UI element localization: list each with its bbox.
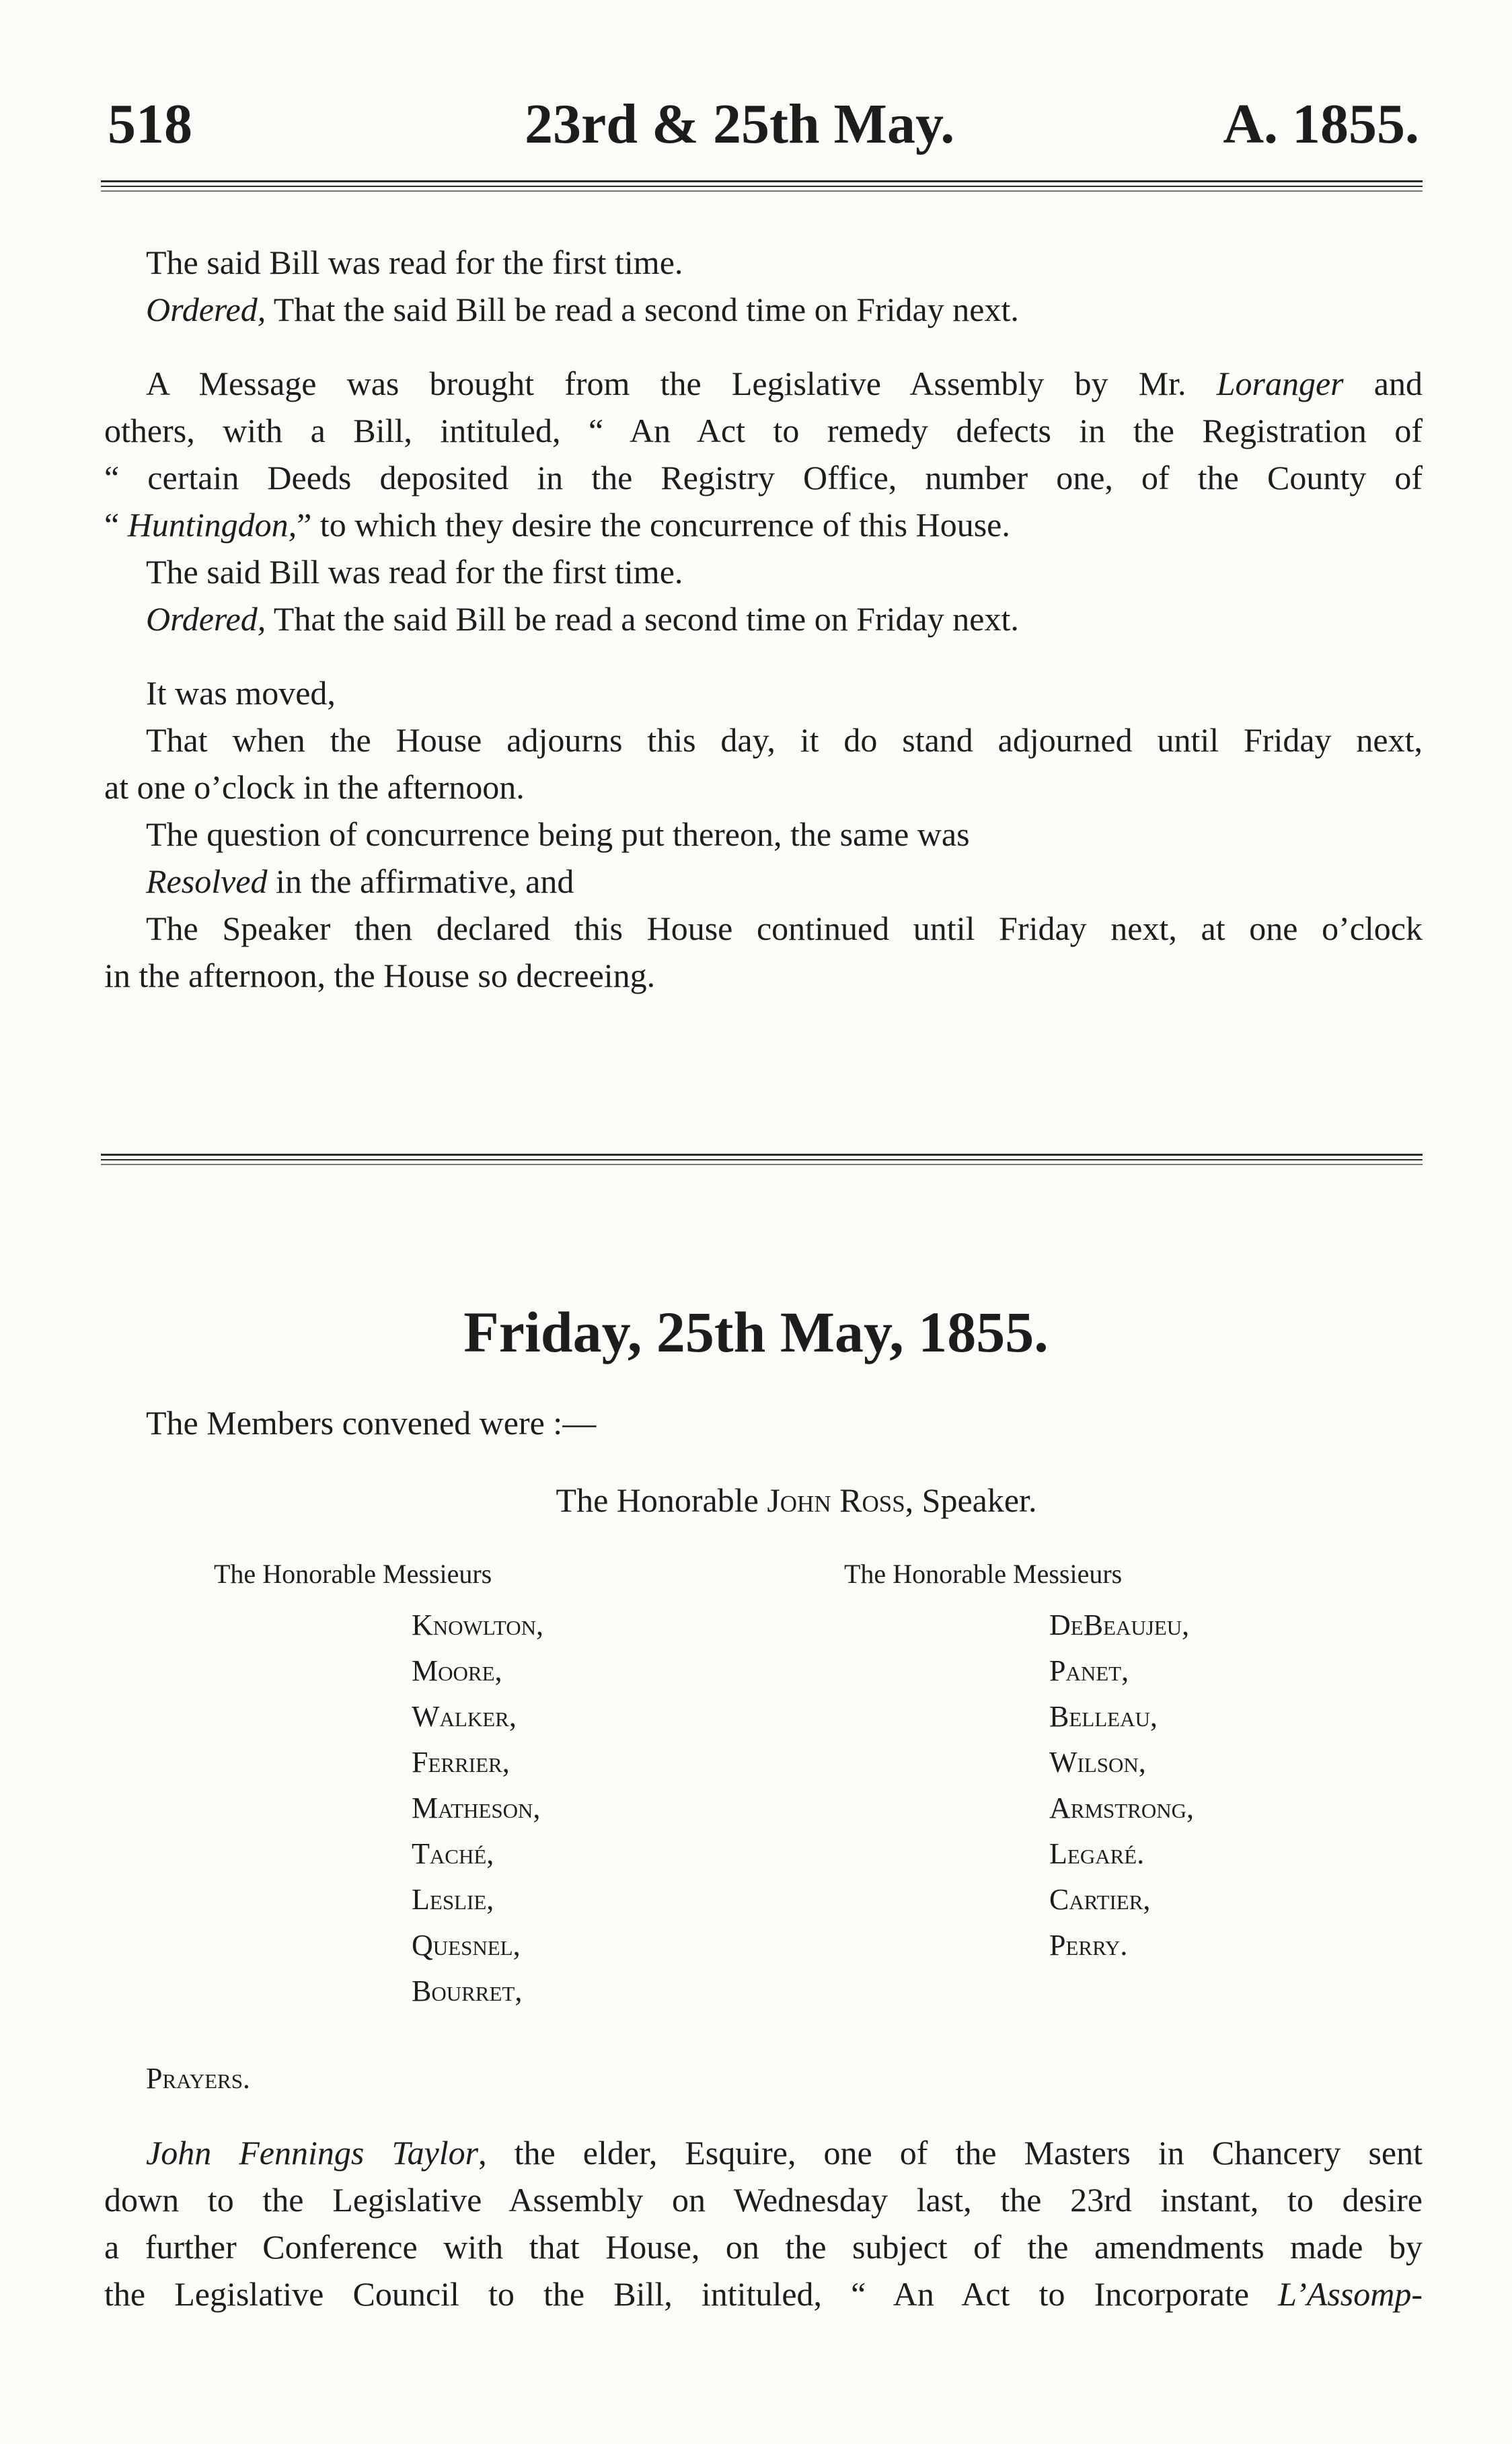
page-number: 518 (108, 93, 192, 155)
left-members-list (412, 1602, 543, 2014)
member-name: Panet, (1049, 1654, 1129, 1687)
prayers-heading: Prayers. (146, 2062, 250, 2095)
member-name: DeBeaujeu, (1049, 1608, 1190, 1641)
header-rule (101, 180, 1423, 192)
member-name: Belleau, (1049, 1700, 1158, 1733)
first-reading-line-2: The said Bill was read for the first time. (146, 553, 683, 591)
left-column-heading: The Honorable Messieurs (214, 1559, 492, 1589)
running-header (108, 87, 1419, 161)
member-name: Leslie, (412, 1883, 494, 1916)
huntingdon-name: Huntingdon, (127, 506, 297, 544)
ordered-line-2: Ordered, That the said Bill be read a second time on Friday next. (146, 600, 1019, 638)
member-name: Perry. (1049, 1929, 1128, 1962)
taylor-name: John Fennings Taylor (146, 2134, 479, 2172)
day-heading: Friday, 25th May, 1855. (463, 1300, 1049, 1364)
speaker-declaration: The Speaker then declared this House continued until Friday next, at one o’clock in the afternoon, the House so decreeing. (104, 910, 1423, 994)
members-convened: The Members convened were :— (146, 1404, 597, 1442)
header-date: 23rd & 25th May. (525, 93, 955, 155)
member-name: Walker, (412, 1700, 517, 1733)
member-name: Legaré. (1049, 1837, 1145, 1870)
moved-line: It was moved, (146, 674, 336, 712)
member-name: Wilson, (1049, 1746, 1146, 1779)
member-name: Knowlton, (412, 1608, 544, 1641)
journal-entries (104, 239, 1423, 999)
section-divider (101, 1154, 1423, 1165)
master-in-chancery-paragraph: John Fennings Taylor, the elder, Esquire, one of the Masters in Chancery sent down to the Legislative Assembly on Wednesday last, the 23rd instant, to desire a further Conference with that House, on the subject of the amendments made by the Legislative Council to the Bill, intituled, “ An Act to Incorporate L’Assomp- (104, 2134, 1423, 2313)
first-reading-line: The said Bill was read for the first time. (146, 244, 683, 281)
adjournment-motion: That when the House adjourns this day, it do stand adjourned until Friday next, at one o’clock in the afternoon. (104, 721, 1423, 806)
member-name: Quesnel, (412, 1929, 521, 1962)
member-name: Bourret, (412, 1974, 523, 2007)
right-column-heading: The Honorable Messieurs (844, 1559, 1123, 1589)
ordered-line: Ordered, That the said Bill be read a second time on Friday next. (146, 291, 1019, 328)
right-members-list (1049, 1602, 1194, 1968)
member-name: Matheson, (412, 1791, 541, 1824)
question-line: The question of concurrence being put thereon, the same was (146, 815, 970, 853)
resolved-line: Resolved in the affirmative, and (146, 862, 574, 900)
header-year: A. 1855. (1223, 93, 1419, 155)
message-paragraph: A Message was brought from the Legislative Assembly by Mr. Loranger and others, with a Bill, intituled, “ An Act to remedy defects in the Registration of “ certain Deeds deposited in the Registry Office, number one, of the County of “ Huntingdon,” to which they desire the concurrence of this House. (104, 365, 1423, 544)
member-name: Moore, (412, 1654, 502, 1687)
speaker-name: John Ross (767, 1481, 905, 1519)
member-name: Cartier, (1049, 1883, 1151, 1916)
member-name: Ferrier, (412, 1746, 510, 1779)
member-name: Taché, (412, 1837, 494, 1870)
member-name: Armstrong, (1049, 1791, 1195, 1824)
speaker-line: The Honorable John Ross, Speaker. (556, 1481, 1037, 1519)
loranger-name: Loranger (1216, 365, 1344, 402)
